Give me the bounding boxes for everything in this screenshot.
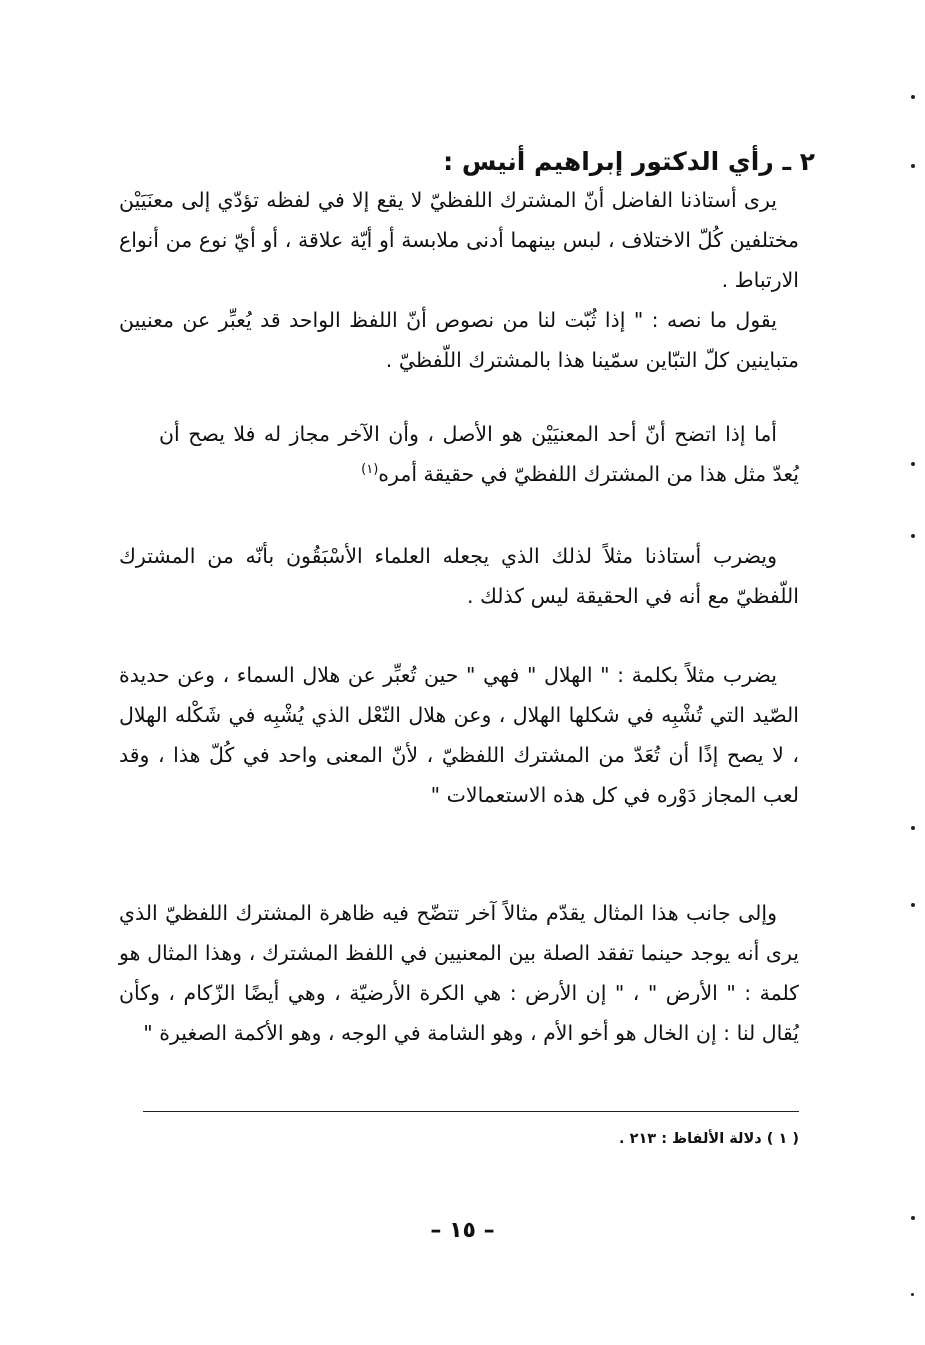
paragraph-ard-example: وإلى جانب هذا المثال يقدّم مثالاً آخر تتضّح فيه ظاهرة المشترك اللفظيّ الذي يرى أنه يوجد حينما تفقد الصلة بين المعنيين في اللفظ المشترك ، وهذا المثال هو كلمة : " الأرض " ، " إن الأرض : هي الكرة الأرضيّة ، وهي أيضًا الزّكام ، وكأن يُقال لنا : إن الخال هو أخو الأم ، وهو الشامة في الوجه ، وهو الأكمة الصغيرة "	[119, 901, 799, 1045]
footnote-text: ( ١ ) دلالة الألفاظ : ٢١٣ .	[619, 1131, 799, 1147]
paragraph-group-3	[119, 536, 799, 616]
paragraph-group-4	[119, 655, 799, 815]
margin-dot-mark	[911, 534, 915, 538]
margin-dot-mark	[911, 826, 915, 830]
page-number: – ١٥ –	[430, 1218, 495, 1243]
footnote-divider	[143, 1111, 799, 1112]
paragraph-group-1	[119, 180, 799, 380]
paragraph-group-5	[119, 893, 799, 1053]
paragraph-example-intro: ويضرب أستاذنا مثلاً لذلك الذي يجعله العلماء الأسْبَقُون بأنّه من المشترك اللّفظيّ مع أنه في الحقيقة ليس كذلك .	[119, 544, 799, 608]
paragraph-quote-continued-text: أما إذا اتضح أنّ أحد المعنيَيْن هو الأصل ، وأن الآخر مجاز له فلا يصح أن يُعدّ مثل هذا من المشترك اللفظيّ في حقيقة أمره	[159, 422, 799, 486]
footnote-reference[interactable]: (١)	[361, 462, 379, 478]
paragraph-hilal-example: يضرب مثلاً بكلمة : " الهلال " فهي " حين تُعبِّر عن هلال السماء ، وعن حديدة الصّيد التي تُشْبِه في شكلها الهلال ، وعن هلال النّعْل الذي يُشْبِه في شَكْله الهلال ، لا يصح إذًا أن تُعَدّ من المشترك اللفظيّ ، لأنّ المعنى واحد في كُلّ هذا ، وقد لعب المجاز دَوْره في كل هذه الاستعمالات "	[119, 663, 799, 807]
paragraph-group-2	[159, 414, 799, 494]
section-heading: ٢ ـ رأي الدكتور إبراهيم أنيس :	[443, 147, 815, 176]
margin-dot-mark	[911, 1293, 914, 1296]
margin-dot-mark	[911, 462, 915, 466]
margin-dot-mark	[911, 903, 915, 907]
margin-dot-mark	[911, 95, 915, 99]
paragraph-quote-continued	[159, 414, 799, 494]
paragraph-definition: يرى أستاذنا الفاضل أنّ المشترك اللفظيّ لا يقع إلا في لفظه تؤدّي إلى معنَيَيْن مختلفين كُلّ الاختلاف ، لبس بينهما أدنى ملابسة أو أيّة علاقة ، أو أيّ نوع من أنواع الارتباط .	[119, 188, 799, 292]
margin-dot-mark	[911, 164, 915, 168]
margin-dot-mark	[911, 1216, 915, 1220]
paragraph-quote-start: يقول ما نصه : " إذا ثُبّت لنا من نصوص أنّ اللفظ الواحد قد يُعبِّر عن معنيين متباينين كلّ التبّاين سمّينا هذا بالمشترك اللّفظيّ .	[119, 308, 799, 372]
